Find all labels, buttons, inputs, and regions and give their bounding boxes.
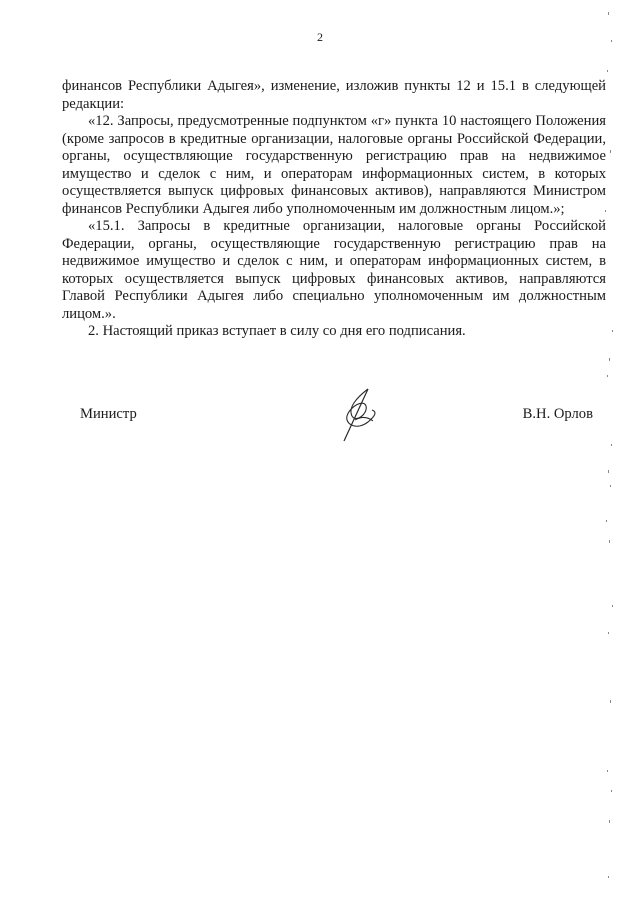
signature-block [80,404,593,444]
handwritten-signature [338,386,384,444]
page-number: 2 [317,30,323,44]
signatory-name: В.Н. Орлов [522,406,593,422]
paragraph-point-15-1: «15.1. Запросы в кредитные организации, налоговые органы Российской Федерации, органы, осуществляющие государственную регистрацию прав на недвижимое имущество и сделок с ним, и операторам информационных систем, в которых осуществляется выпуск цифровых финансовых активов, направляются Главой Республики Адыгея либо специально уполномоченным им должностным лицом.». [62,218,606,322]
scan-edge-specks [598,0,620,905]
paragraph-continuation: финансов Республики Адыгея», изменение, изложив пункты 12 и 15.1 в следующей редакции: [62,78,606,112]
paragraph-point-12: «12. Запросы, предусмотренные подпунктом «г» пункта 10 настоящего Положения (кроме запросов в кредитные организации, налоговые органы Российской Федерации, органы, осуществляющие государственную регистрацию прав на недвижимое имущество и сделок с ним, и операторам информационных систем, в которых осуществляется выпуск цифровых финансовых активов), направляются Министром финансов Республики Адыгея либо уполномоченным им должностным лицом.»; [62,113,606,217]
signatory-position: Министр [80,406,137,422]
document-body [62,78,606,341]
paragraph-effective-date: 2. Настоящий приказ вступает в силу со дня его подписания. [88,323,466,339]
